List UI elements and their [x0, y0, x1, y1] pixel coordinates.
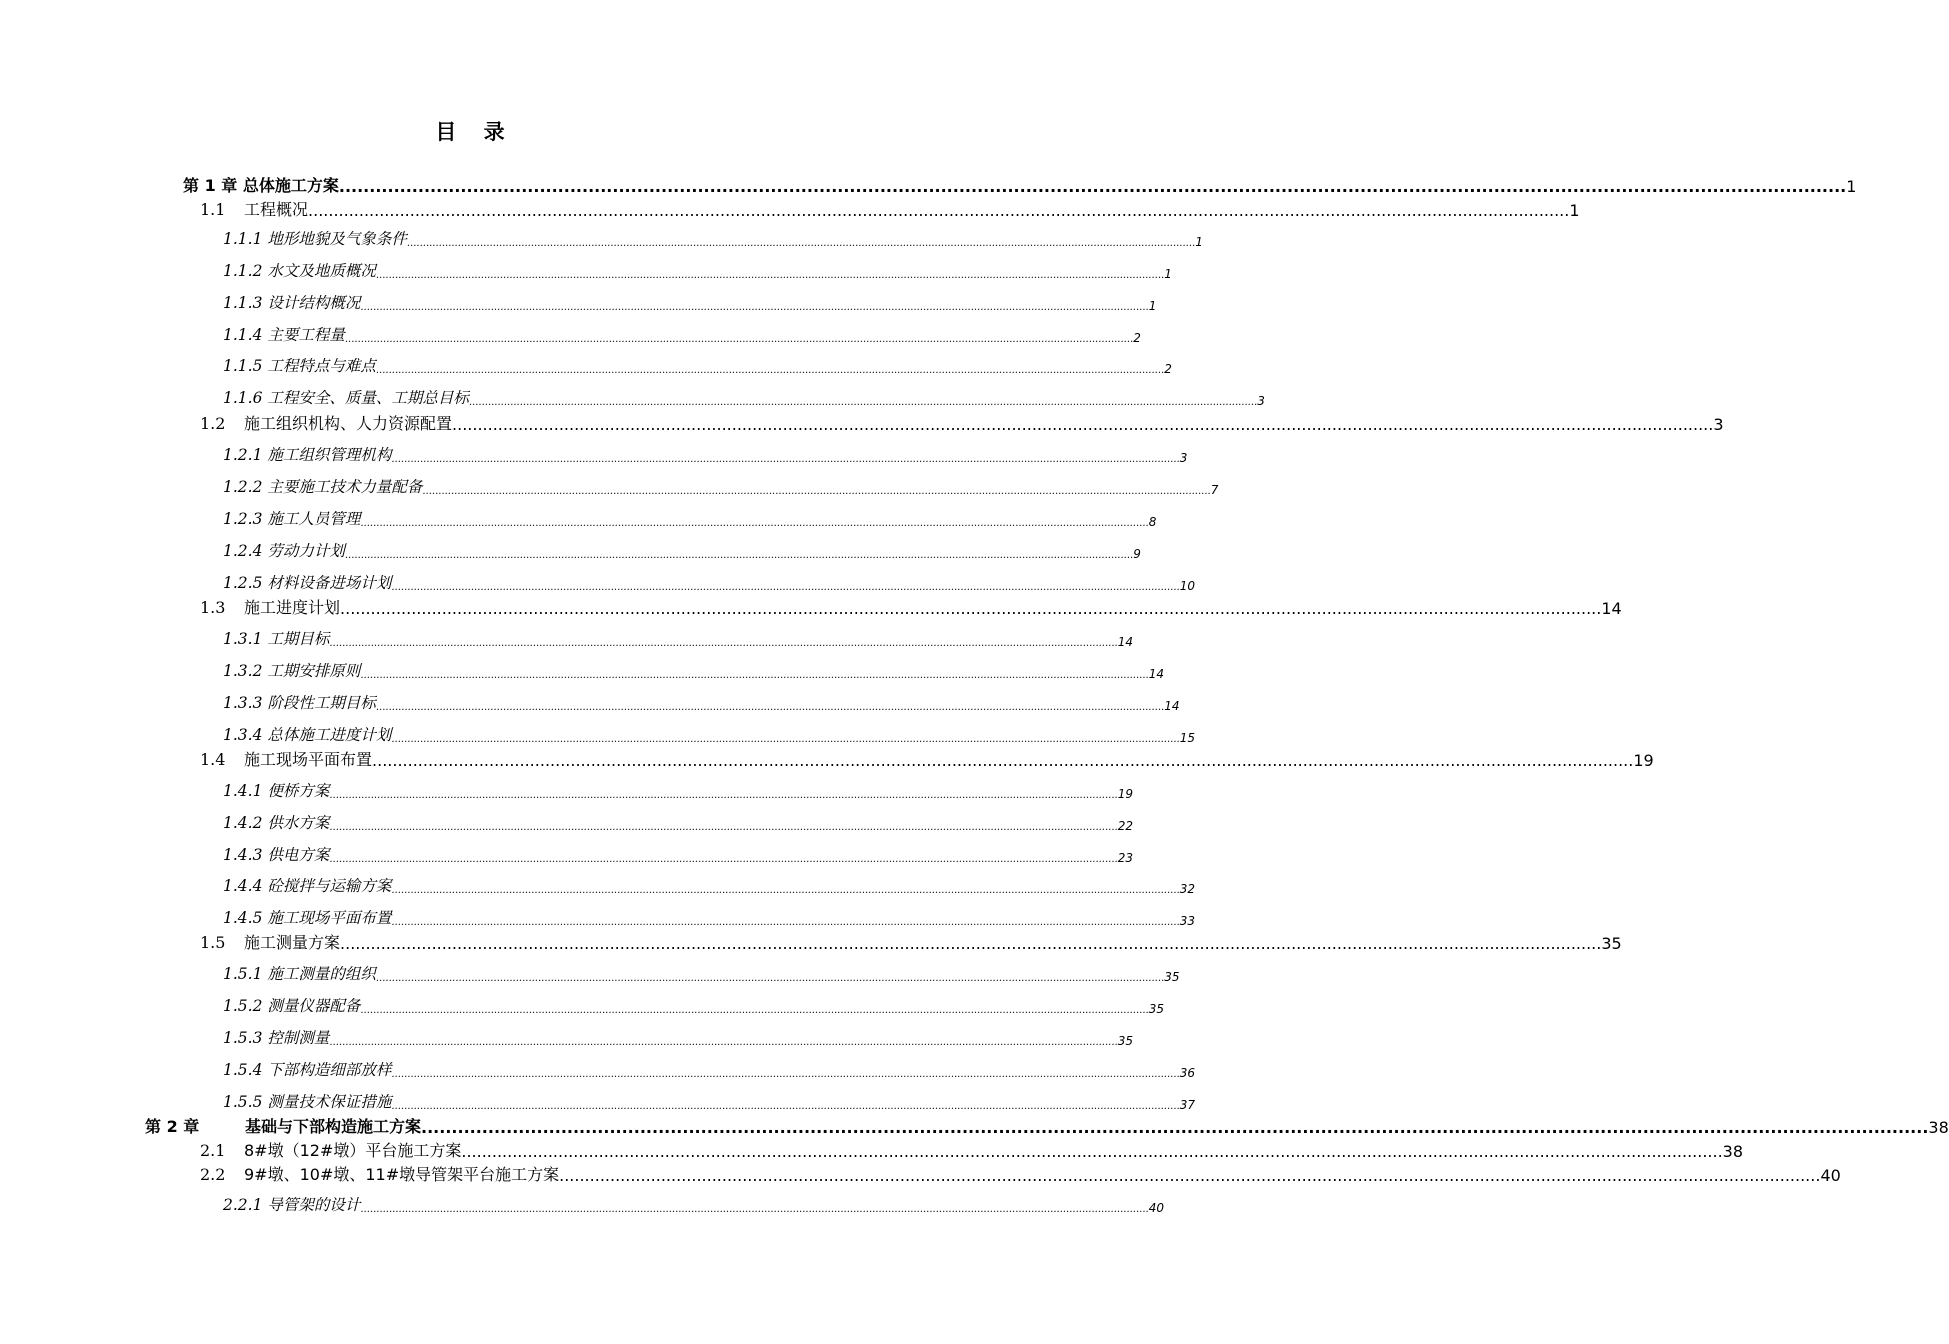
toc-entry-number: 1.3	[200, 598, 226, 617]
toc-entry-page: 14	[1148, 667, 1164, 681]
toc-entry-title: 1.3.3 阶段性工期目标	[223, 694, 376, 712]
toc-entry-title: 1.5.3 控制测量	[223, 1029, 330, 1047]
toc-entry-page: 3	[1713, 415, 1724, 434]
toc-entry-title: 总体施工方案	[237, 176, 339, 195]
toc-entry-page: 14	[1601, 599, 1622, 618]
dot-leader: ........................................................................................................................................................................................................................................................	[329, 1037, 1118, 1048]
toc-entry[interactable]	[223, 1195, 1164, 1215]
toc-entry-title: 1.1.5 工程特点与难点	[223, 357, 376, 375]
dot-leader: ........................................................................................................................................................................................................................................................	[329, 822, 1118, 833]
toc-entry-page: 1	[1148, 299, 1157, 313]
dot-leader: ........................................................................................................................................................................................................................................................	[406, 238, 1196, 249]
dot-leader: ........................................................................................................................................................................................................................................................	[421, 1118, 1929, 1137]
toc-entry-title: 1.1.6 工程安全、质量、工期总目标	[223, 389, 469, 407]
toc-entry[interactable]	[223, 1028, 1133, 1048]
toc-entry-page: 35	[1148, 1002, 1164, 1016]
dot-leader: ........................................................................................................................................................................................................................................................	[340, 599, 1602, 618]
toc-entry[interactable]	[223, 477, 1219, 497]
toc-entry[interactable]	[223, 509, 1157, 529]
toc-entry-title: 1.2.4 劳动力计划	[223, 542, 345, 560]
dot-leader: ........................................................................................................................................................................................................................................................	[391, 885, 1180, 896]
dot-leader: ........................................................................................................................................................................................................................................................	[344, 550, 1134, 561]
toc-entry-number: 1.4	[200, 750, 226, 769]
toc-entry[interactable]	[223, 356, 1172, 376]
toc-entry[interactable]	[223, 573, 1195, 593]
dot-leader: ........................................................................................................................................................................................................................................................	[338, 177, 1847, 196]
dot-leader: ........................................................................................................................................................................................................................................................	[329, 854, 1118, 865]
dot-leader: ........................................................................................................................................................................................................................................................	[468, 397, 1258, 408]
toc-entry-title: 2.2.1 导管架的设计	[223, 1196, 361, 1214]
dot-leader: ........................................................................................................................................................................................................................................................	[422, 486, 1211, 497]
toc-entry-page: 3	[1257, 394, 1265, 408]
dot-leader: ........................................................................................................................................................................................................................................................	[391, 1069, 1180, 1080]
dot-leader: ........................................................................................................................................................................................................................................................	[329, 638, 1118, 649]
toc-entry-title: 1.2.1 施工组织管理机构	[223, 446, 392, 464]
dot-leader: ........................................................................................................................................................................................................................................................	[360, 518, 1149, 529]
toc-entry[interactable]	[145, 1117, 1949, 1137]
toc-entry-page: 9	[1133, 547, 1141, 561]
toc-entry-title: 施工现场平面布置	[244, 750, 373, 769]
toc-entry[interactable]	[200, 414, 1724, 434]
dot-leader: ........................................................................................................................................................................................................................................................	[340, 934, 1602, 953]
toc-entry-page: 1	[1569, 201, 1580, 220]
toc-entry-page: 33	[1179, 914, 1195, 928]
toc-entry[interactable]	[223, 445, 1188, 465]
toc-entry-title: 1.5.2 测量仪器配备	[223, 997, 361, 1015]
toc-entry-title: 9#墩、10#墩、11#墩导管架平台施工方案	[244, 1165, 560, 1184]
toc-entry-title: 1.2.2 主要施工技术力量配备	[223, 478, 423, 496]
toc-entry-page: 14	[1164, 699, 1180, 713]
toc-entry-page: 37	[1179, 1098, 1195, 1112]
dot-leader: ........................................................................................................................................................................................................................................................	[391, 582, 1180, 593]
toc-entry-title: 基础与下部构造施工方案	[245, 1117, 422, 1136]
toc-entry-page: 32	[1179, 882, 1195, 896]
toc-entry[interactable]	[223, 629, 1133, 649]
toc-entry-page: 38	[1722, 1142, 1744, 1161]
toc-entry-page: 8	[1148, 515, 1157, 529]
toc-entry-title: 1.4.3 供电方案	[223, 846, 330, 864]
toc-entry[interactable]	[223, 813, 1133, 833]
toc-entry-page: 14	[1117, 635, 1133, 649]
toc-entry-page: 10	[1179, 579, 1195, 593]
toc-entry-number: 1.5	[200, 933, 226, 952]
dot-leader: ........................................................................................................................................................................................................................................................	[461, 1142, 1723, 1161]
dot-leader: ........................................................................................................................................................................................................................................................	[391, 734, 1180, 745]
dot-leader: ........................................................................................................................................................................................................................................................	[391, 1101, 1180, 1112]
toc-entry[interactable]	[223, 876, 1195, 896]
toc-entry-page: 40	[1820, 1166, 1841, 1185]
toc-entry-number: 2.2	[200, 1165, 226, 1184]
toc-entry-page: 2	[1133, 331, 1141, 345]
toc-entry-title: 1.4.2 供水方案	[223, 814, 330, 832]
dot-leader: ........................................................................................................................................................................................................................................................	[391, 917, 1180, 928]
toc-entry-title: 1.4.4 砼搅拌与运输方案	[223, 877, 392, 895]
toc-entry-title: 1.2.3 施工人员管理	[223, 510, 361, 528]
toc-entry-title: 1.1.1 地形地貌及气象条件	[223, 230, 407, 248]
toc-entry[interactable]	[223, 1092, 1195, 1112]
toc-entry-number: 第 2 章	[145, 1117, 200, 1136]
toc-entry[interactable]	[223, 725, 1195, 745]
toc-entry-page: 2	[1164, 362, 1172, 376]
toc-entry-title: 1.2.5 材料设备进场计划	[223, 574, 392, 592]
dot-leader: ........................................................................................................................................................................................................................................................	[329, 790, 1118, 801]
toc-entry-title: 1.1.3 设计结构概况	[223, 294, 361, 312]
toc-entry[interactable]	[223, 661, 1164, 681]
dot-leader: ........................................................................................................................................................................................................................................................	[372, 751, 1634, 770]
toc-entry[interactable]	[223, 325, 1141, 345]
dot-leader: ........................................................................................................................................................................................................................................................	[344, 334, 1134, 345]
dot-leader: ........................................................................................................................................................................................................................................................	[360, 1204, 1149, 1215]
toc-entry-page: 22	[1117, 819, 1133, 833]
dot-leader: ........................................................................................................................................................................................................................................................	[452, 415, 1714, 434]
toc-entry-title: 1.3.2 工期安排原则	[223, 662, 361, 680]
dot-leader: ........................................................................................................................................................................................................................................................	[375, 702, 1165, 713]
toc-entry-title: 1.4.5 施工现场平面布置	[223, 909, 392, 927]
toc-entry[interactable]	[200, 933, 1622, 953]
toc-entry[interactable]	[223, 964, 1180, 984]
toc-entry-title: 1.3.4 总体施工进度计划	[223, 726, 392, 744]
toc-entry-page: 38	[1928, 1118, 1949, 1137]
toc-entry-page: 15	[1179, 731, 1195, 745]
toc-entry-title: 1.5.5 测量技术保证措施	[223, 1093, 392, 1111]
toc-entry[interactable]	[223, 781, 1133, 801]
toc-entry-number: 1.1	[200, 200, 226, 219]
dot-leader: ........................................................................................................................................................................................................................................................	[375, 365, 1165, 376]
toc-entry[interactable]	[223, 229, 1203, 249]
dot-leader: ........................................................................................................................................................................................................................................................	[360, 670, 1149, 681]
dot-leader: ........................................................................................................................................................................................................................................................	[360, 1005, 1149, 1016]
dot-leader: ........................................................................................................................................................................................................................................................	[360, 302, 1149, 313]
toc-entry-title: 1.1.2 水文及地质概况	[223, 262, 376, 280]
dot-leader: ........................................................................................................................................................................................................................................................	[559, 1166, 1821, 1185]
toc-entry-title: 工程概况	[244, 200, 309, 219]
toc-entry[interactable]	[223, 693, 1180, 713]
dot-leader: ........................................................................................................................................................................................................................................................	[391, 454, 1180, 465]
toc-entry[interactable]	[223, 261, 1172, 281]
dot-leader: ........................................................................................................................................................................................................................................................	[375, 973, 1165, 984]
toc-entry-title: 1.3.1 工期目标	[223, 630, 330, 648]
toc-entry-page: 40	[1148, 1201, 1164, 1215]
toc-entry-title: 1.4.1 便桥方案	[223, 782, 330, 800]
toc-entry-page: 1	[1195, 235, 1203, 249]
toc-entry[interactable]	[223, 293, 1157, 313]
toc-entry-page: 35	[1164, 970, 1180, 984]
toc-entry-page: 36	[1179, 1066, 1195, 1080]
toc-entry-page: 1	[1846, 177, 1857, 196]
dot-leader: ........................................................................................................................................................................................................................................................	[308, 201, 1570, 220]
toc-entry-title: 8#墩（12#墩）平台施工方案	[244, 1141, 462, 1160]
toc-entry[interactable]	[223, 541, 1141, 561]
toc-entry[interactable]	[223, 996, 1164, 1016]
toc-entry[interactable]	[200, 598, 1622, 618]
toc-entry[interactable]	[200, 1165, 1841, 1185]
toc-entry[interactable]	[223, 845, 1133, 865]
dot-leader: ........................................................................................................................................................................................................................................................	[375, 270, 1165, 281]
toc-entry-page: 35	[1117, 1034, 1133, 1048]
toc-entry-number: 2.1	[200, 1141, 226, 1160]
toc-entry[interactable]	[223, 908, 1195, 928]
toc-entry-number: 第 1 章	[183, 176, 238, 195]
toc-entry-page: 19	[1117, 787, 1133, 801]
toc-entry[interactable]	[223, 388, 1265, 408]
page-title: 目 录	[435, 120, 515, 144]
toc-entry-page: 35	[1601, 934, 1622, 953]
toc-entry-page: 1	[1164, 267, 1172, 281]
toc-entry[interactable]	[183, 176, 1857, 196]
toc-entry-title: 施工测量方案	[244, 933, 341, 952]
toc-entry-title: 1.5.4 下部构造细部放样	[223, 1061, 392, 1079]
toc-entry[interactable]	[200, 750, 1654, 770]
toc-entry-page: 19	[1633, 751, 1654, 770]
toc-entry[interactable]	[200, 200, 1580, 220]
toc-entry-title: 施工进度计划	[244, 598, 341, 617]
toc-entry[interactable]	[200, 1141, 1744, 1161]
toc-entry-number: 1.2	[200, 414, 226, 433]
toc-entry-title: 1.5.1 施工测量的组织	[223, 965, 376, 983]
toc-entry-page: 7	[1210, 483, 1219, 497]
toc-entry-title: 1.1.4 主要工程量	[223, 326, 345, 344]
toc-entry[interactable]	[223, 1060, 1195, 1080]
toc-entry-page: 23	[1117, 851, 1133, 865]
toc-entry-title: 施工组织机构、人力资源配置	[244, 414, 453, 433]
toc-entry-page: 3	[1179, 451, 1188, 465]
